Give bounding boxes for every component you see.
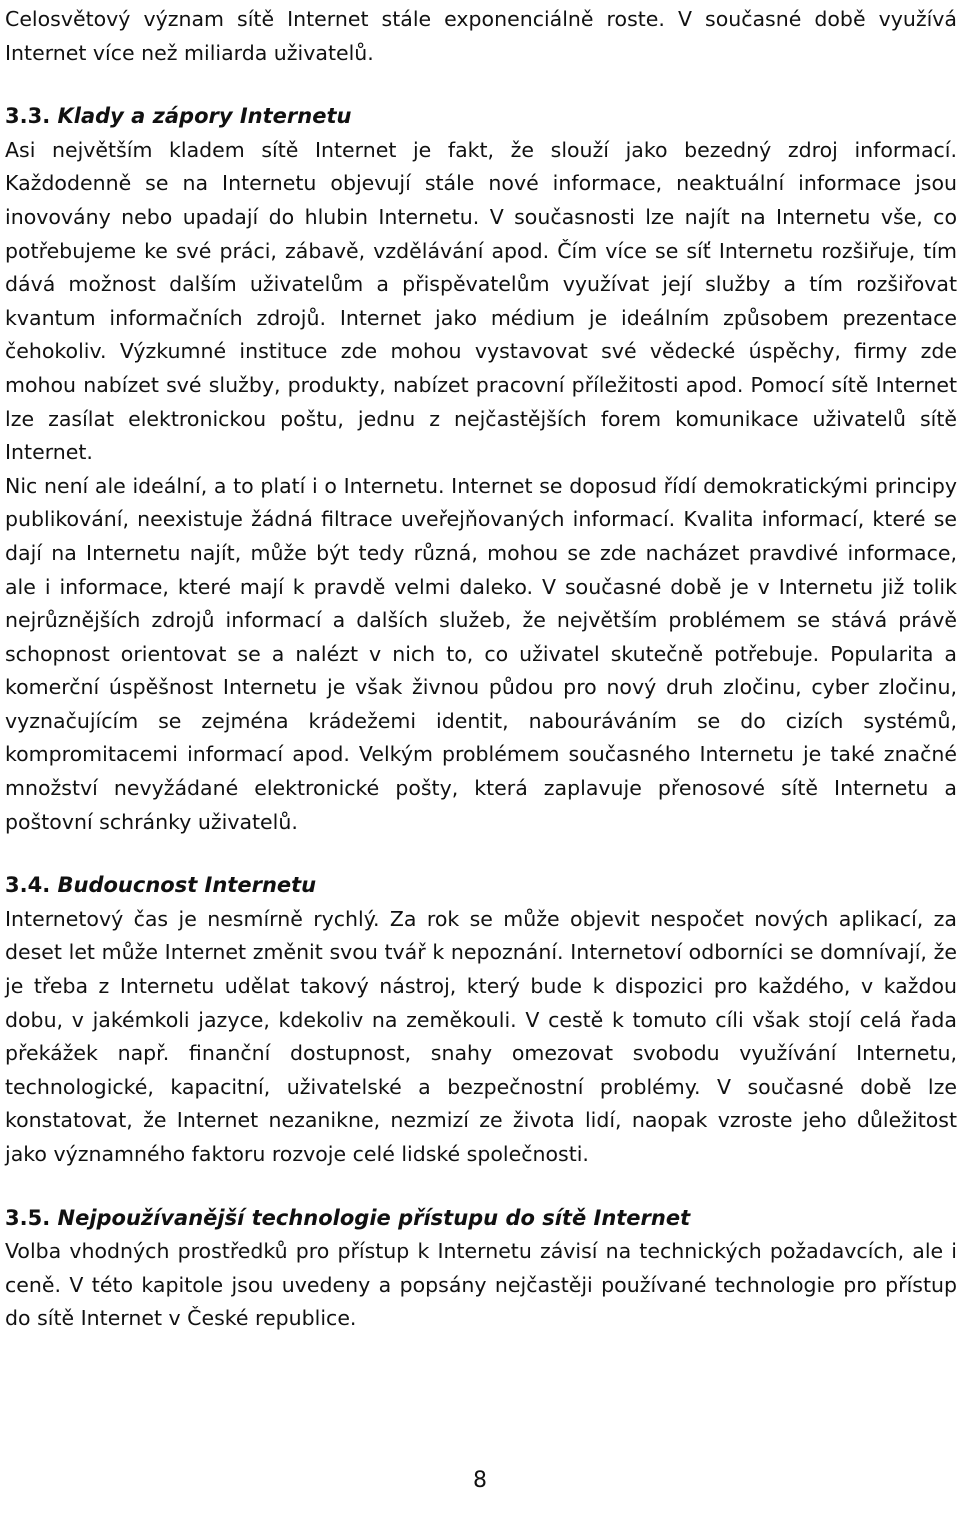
section-heading-technologie bbox=[5, 1202, 957, 1236]
section-paragraph: Volba vhodných prostředků pro přístup k Internetu závisí na technických požadavcích, ale i ceně. V této kapitole jsou uvedeny a popsány nejčastěji používané technologie pro přístup do sítě Internet v České republice. bbox=[5, 1239, 957, 1331]
section-number: 3.4. bbox=[5, 873, 51, 898]
section-title: Budoucnost Internetu bbox=[57, 873, 317, 898]
section-title: Klady a zápory Internetu bbox=[57, 104, 352, 129]
intro-paragraph: Celosvětový význam sítě Internet stále exponenciálně roste. V současné době využívá Internet více než miliarda uživatelů. bbox=[5, 7, 957, 65]
page-number: 8 bbox=[473, 1468, 487, 1493]
section-heading-budoucnost bbox=[5, 869, 957, 903]
section-paragraph: Nic není ale ideální, a to platí i o Internetu. Internet se doposud řídí demokratickými principy publikování, neexistuje žádná filtrace uveřejňovaných informací. Kvalita informací, které se dají na Internetu najít, může být tedy různá, mohou se zde nacházet pravdivé informace, ale i informace, které mají k pravdě velmi daleko. V současné době je v Internetu již tolik nejrůznějších zdrojů informací a dalších služeb, že největším problémem se stává právě schopnost orientovat se a nalézt v nich to, co uživatel skutečně potřebuje. Popularita a komerční úspěšnost Internetu je však živnou půdou pro nový druh zločinu, cyber zločinu, vyznačujícím se zejména krádežemi identit, nabouráváním se do cizích systémů, kompromitacemi informací apod. Velkým problémem současného Internetu je také značné množství nevyžádané elektronické pošty, která zaplavuje přenosové sítě Internetu a poštovní schránky uživatelů. bbox=[5, 473, 957, 834]
section-heading-klady bbox=[5, 100, 957, 134]
document-page bbox=[5, 0, 957, 1336]
section-paragraph: Asi největším kladem sítě Internet je fakt, že slouží jako bezedný zdroj informací. Každodenně se na Internetu objevují stále nové informace, neaktuální informace jsou inovovány nebo upadají do hlubin Internetu. V současnosti lze najít na Internetu vše, co potřebujeme ke své práci, zábavě, vzdělávání apod. Čím více se síť Internetu rozšiřuje, tím dává možnost dalším uživatelům a přispěvatelům využívat její služby a tím rozšiřovat kvantum informačních zdrojů. Internet jako médium je ideálním způsobem prezentace čehokoliv. Výzkumné instituce zde mohou vystavovat své vědecké úspěchy, firmy zde mohou nabízet své služby, produkty, nabízet pracovní příležitosti apod. Pomocí sítě Internet lze zasílat elektronickou poštu, jednu z nejčastějších forem komunikace uživatelů sítě Internet. bbox=[5, 137, 957, 465]
section-title: Nejpoužívanější technologie přístupu do sítě Internet bbox=[57, 1205, 691, 1230]
section-paragraph: Internetový čas je nesmírně rychlý. Za rok se může objevit nespočet nových aplikací, za deset let může Internet změnit svou tvář k nepoznání. Internetoví odborníci se domnívají, že je třeba z Internetu udělat takový nástroj, který bude k dispozici pro každého, v každou dobu, v jakémkoli jazyce, kdekoliv na zeměkouli. V cestě k tomuto cíli však stojí celá řada překážek např. finanční dostupnost, snahy omezovat svobodu využívání Internetu, technologické, kapacitní, uživatelské a bezpečnostní problémy. V současné době lze konstatovat, že Internet nezanikne, nezmizí ze života lidí, naopak vzroste jeho důležitost jako významného faktoru rozvoje celé lidské společnosti. bbox=[5, 906, 957, 1166]
section-number: 3.5. bbox=[5, 1205, 51, 1230]
section-number: 3.3. bbox=[5, 104, 51, 129]
